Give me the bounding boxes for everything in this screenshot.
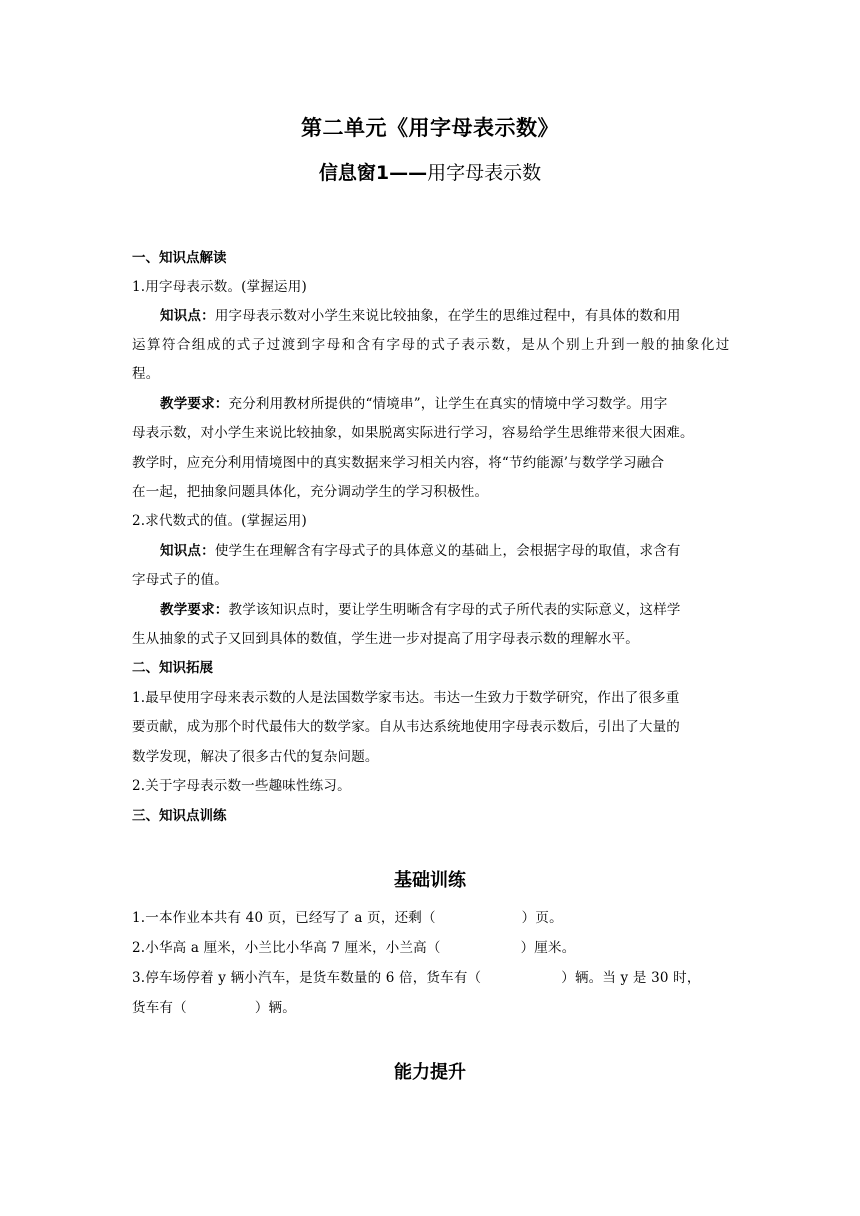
paragraph-text: 使学生在理解含有字母式子的具体意义的基础上，会根据字母的取值，求含有 — [214, 543, 681, 559]
question-text: ）厘米。 — [520, 940, 576, 956]
teaching-requirement-2-line-2: 生从抽象的式子又回到具体的数值，学生进一步对提高了用字母表示数的理解水平。 — [132, 631, 639, 647]
section-heading-training: 三、知识点训练 — [132, 808, 227, 824]
teaching-requirement-1-line-2: 母表示数，对小学生来说比较抽象，如果脱离实际进行学习，容易给学生思维带来很大困难。 — [132, 425, 694, 441]
section-heading-interpretation: 一、知识点解读 — [132, 250, 227, 266]
paragraph-text: 充分利用教材所提供的“情境串”，让学生在真实的情境中学习数学。用字 — [228, 396, 668, 412]
subtitle-rest: 用字母表示数 — [427, 162, 542, 184]
item-1-heading: 1.用字母表示数。(掌握运用) — [132, 279, 307, 295]
extension-line-4: 2.关于字母表示数一些趣味性练习。 — [132, 778, 351, 794]
question-text: 货车有（ — [132, 1000, 187, 1016]
knowledge-point-2-line-2: 字母式子的值。 — [132, 572, 228, 588]
item-2-heading: 2.求代数式的值。(掌握运用) — [132, 513, 307, 529]
knowledge-point-1-line-1 — [160, 304, 681, 324]
question-3-line-1 — [132, 966, 701, 986]
question-1 — [132, 906, 563, 926]
basic-training-title: 基础训练 — [394, 870, 466, 891]
extension-line-2: 要贡献，成为那个时代最伟大的数学家。自从韦达系统地使用字母表示数后，引出了大量的 — [132, 719, 680, 735]
document-title: 第二单元《用字母表示数》 — [301, 116, 559, 140]
teaching-requirement-1-line-4: 在一起，把抽象问题具体化，充分调动学生的学习积极性。 — [132, 484, 489, 500]
teaching-requirement-label: 教学要求： — [160, 602, 229, 618]
teaching-requirement-1-line-3: 教学时，应充分利用情境图中的真实数据来学习相关内容，将“节约能源’与数学学习融合 — [132, 455, 665, 471]
question-text: ）页。 — [521, 910, 563, 926]
teaching-requirement-2-line-1 — [160, 598, 681, 618]
section-heading-extension: 二、知识拓展 — [132, 660, 213, 676]
paragraph-text: 教学该知识点时，要让学生明晰含有字母的式子所代表的实际意义，这样学 — [228, 602, 681, 618]
knowledge-point-1-line-3: 程。 — [132, 366, 160, 382]
advanced-training-title: 能力提升 — [394, 1062, 466, 1083]
teaching-requirement-label: 教学要求： — [160, 396, 229, 412]
extension-line-3: 数学发现，解决了很多古代的复杂问题。 — [132, 749, 379, 765]
question-text: 2.小华高 a 厘米，小兰比小华高 7 厘米，小兰高（ — [132, 940, 441, 956]
subtitle-bold: 信息窗1—— — [318, 162, 428, 184]
question-text: 1.一本作业本共有 40 页，已经写了 a 页，还剩（ — [132, 910, 436, 926]
paragraph-text: 用字母表示数对小学生来说比较抽象，在学生的思维过程中，有具体的数和用 — [214, 308, 681, 324]
question-text: 3.停车场停着 y 辆小汽车，是货车数量的 6 倍，货车有（ — [132, 970, 482, 986]
teaching-requirement-1-line-1 — [160, 392, 667, 412]
knowledge-point-1-line-2: 运 算 符 合 组 成 的 式 子 过 渡 到 字 母 和 含 有 字 母 的 式 子 表 示 数 ， 是 从 个 别 上 升 到 一 般 的 抽 象 化 过 — [132, 337, 730, 353]
extension-line-1: 1.最早使用字母来表示数的人是法国数学家韦达。韦达一生致力于数学研究，作出了很多重 — [132, 690, 680, 706]
question-text: ）辆。 — [254, 1000, 296, 1016]
question-2 — [132, 936, 575, 956]
knowledge-point-label: 知识点： — [160, 308, 215, 324]
question-text: ）辆。当 y 是 30 时， — [561, 970, 701, 986]
question-3-line-2 — [132, 996, 296, 1016]
document-subtitle — [0, 158, 860, 185]
knowledge-point-label: 知识点： — [160, 543, 215, 559]
knowledge-point-2-line-1 — [160, 539, 681, 559]
